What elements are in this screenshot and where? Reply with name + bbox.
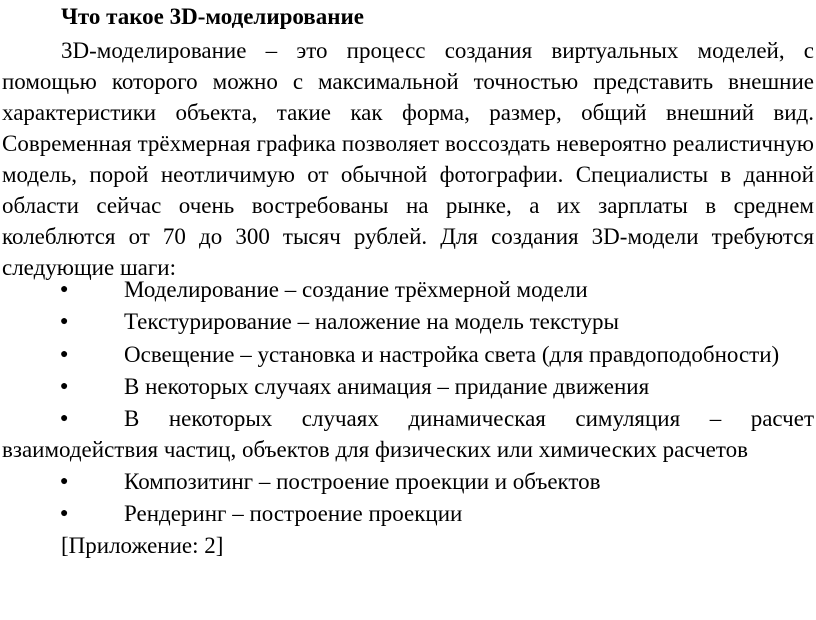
list-item-text: Текстурирование – наложение на модель текстуры [124,309,619,334]
list-item [2,306,814,337]
list-item-text: Композитинг – построение проекции и объектов [124,469,601,494]
bullet-icon: ● [60,379,69,394]
bullet-icon: ● [60,282,69,297]
list-item [2,274,814,305]
bullet-icon: ● [60,506,69,521]
list-item [2,466,814,497]
appendix-reference: [Приложение: 2] [61,533,224,558]
section-heading: Что такое 3D-моделирование [61,4,364,29]
list-item [2,498,814,529]
list-item [2,403,814,465]
list-item-text: В некоторых случаях анимация – придание движения [124,374,650,399]
bullet-icon: ● [60,474,69,489]
list-item [2,371,814,402]
list-item-text: Рендеринг – построение проекции [124,501,463,526]
intro-paragraph: 3D-моделирование – это процесс создания виртуальных моделей, с помощью которого можно с максимальной точностью представить внешние характеристики объекта, такие как форма, размер, общий внешний вид. Современная трёхмерная графика позволяет воссоздать невероятно реалистичную модель, порой неотличимую от обычной фотографии. Специалисты в данной области сейчас очень востребованы на рынке, а их зарплаты в среднем колеблются от 70 до 300 тысяч рублей. Для создания 3D-модели требуются следующие шаги: [2,38,814,280]
bullet-icon: ● [60,411,69,426]
list-item [2,339,814,370]
bullet-icon: ● [60,314,69,329]
list-item-text: Освещение – установка и настройка света (для правдоподобности) [124,342,780,367]
list-item-text: Моделирование – создание трёхмерной модели [124,277,588,302]
list-item-text: В некоторых случаях динамическая симуляция – расчет взаимодействия частиц, объектов для физических или химических расчетов [2,406,814,462]
bullet-icon: ● [60,347,69,362]
